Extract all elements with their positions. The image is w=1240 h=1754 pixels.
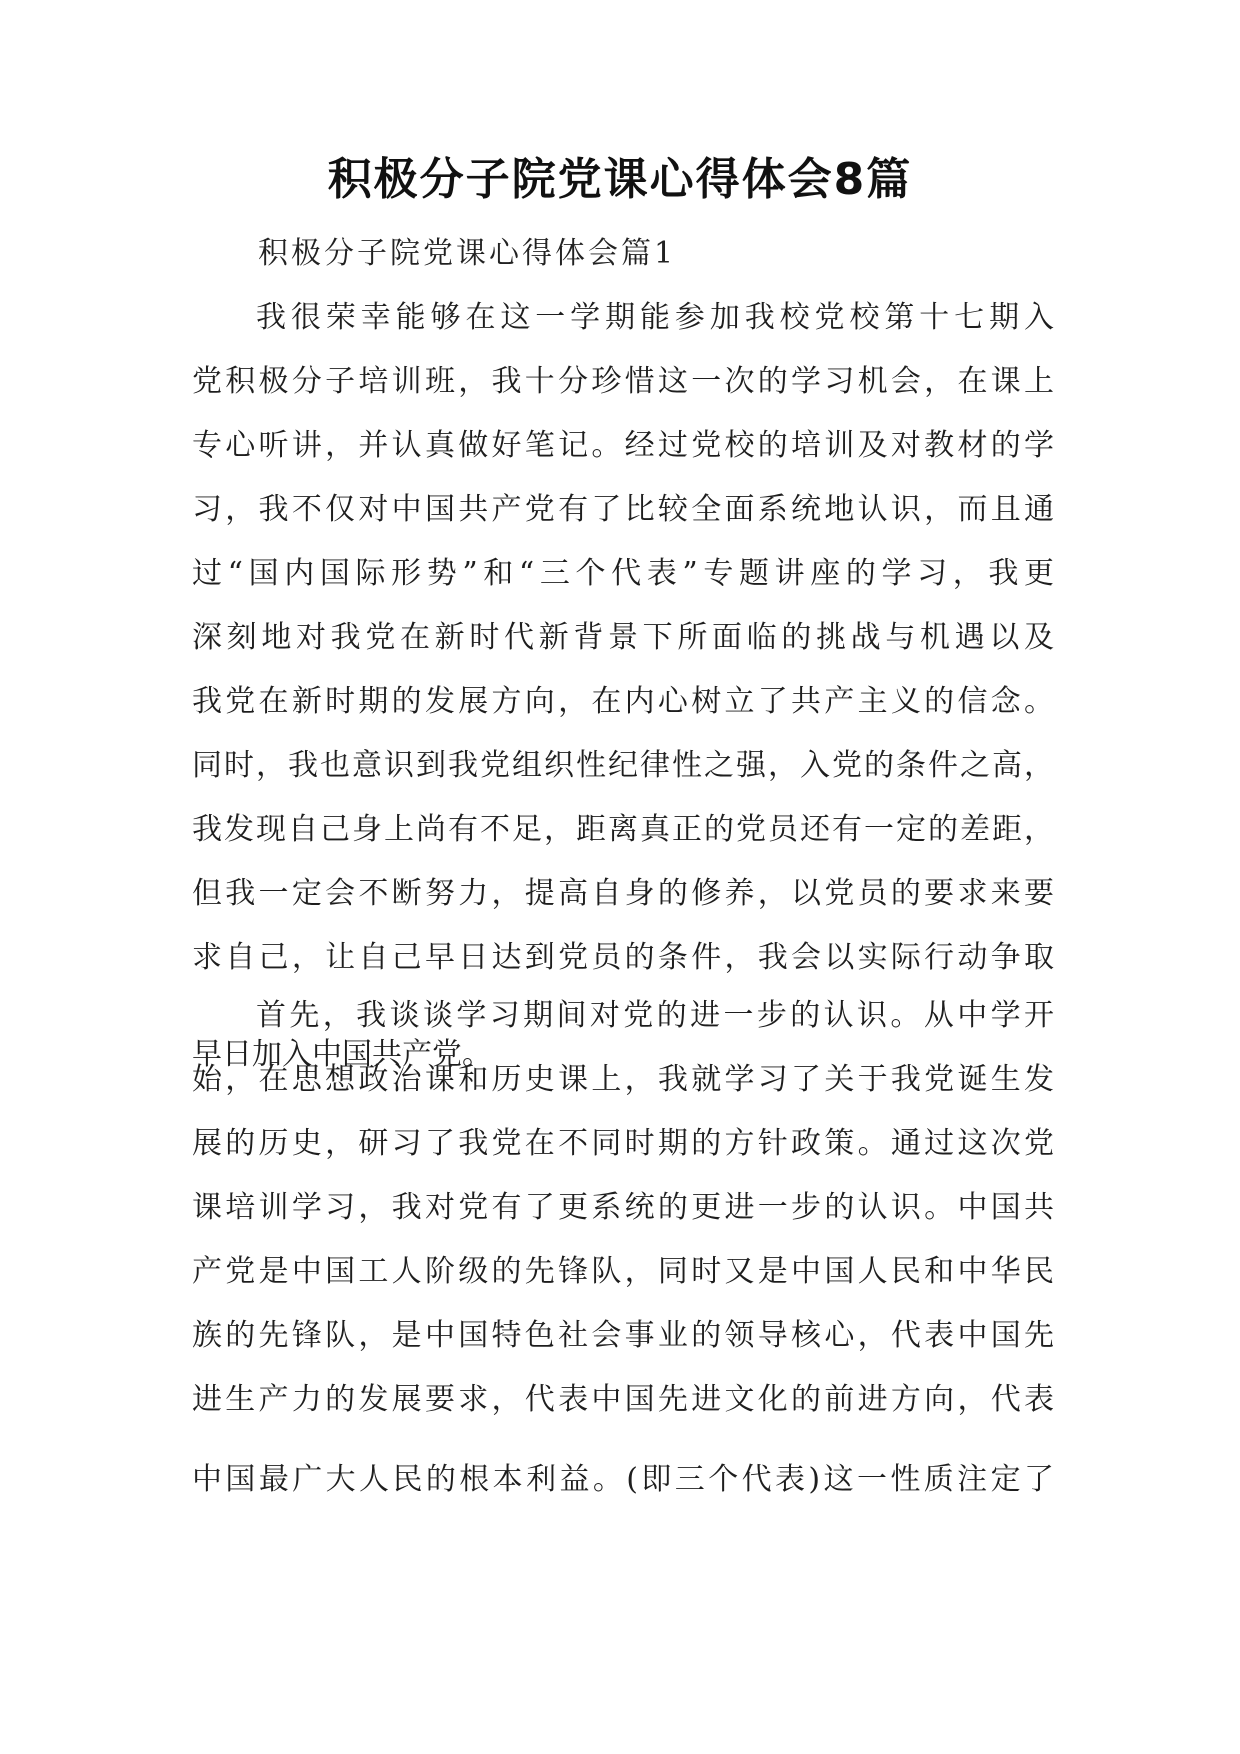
paragraph-line: 我党在新时期的发展方向，在内心树立了共产主义的信念。 — [192, 684, 1054, 719]
paragraph-line: 专心听讲，并认真做好笔记。经过党校的培训及对教材的学 — [192, 428, 1054, 463]
paragraph-line: 族的先锋队，是中国特色社会事业的领导核心，代表中国先 — [192, 1318, 1054, 1353]
document-title: 积极分子院党课心得体会8篇 — [327, 154, 913, 205]
paragraph-2 — [192, 984, 1054, 1512]
paragraph-line: 我发现自己身上尚有不足，距离真正的党员还有一定的差距， — [192, 812, 1054, 847]
paragraph-1 — [192, 286, 1054, 1080]
paragraph-line: 产党是中国工人阶级的先锋队，同时又是中国人民和中华民 — [192, 1254, 1054, 1289]
paragraph-line: 中国最广大人民的根本利益。(即三个代表)这一性质注定了 — [192, 1462, 1054, 1497]
paragraph-line: 求自己，让自己早日达到党员的条件，我会以实际行动争取 — [192, 940, 1054, 975]
section-heading: 积极分子院党课心得体会篇1 — [258, 236, 677, 271]
paragraph-line: 同时，我也意识到我党组织性纪律性之强，入党的条件之高， — [192, 748, 1054, 783]
paragraph-line: 课培训学习，我对党有了更系统的更进一步的认识。中国共 — [192, 1190, 1054, 1225]
paragraph-line: 党积极分子培训班，我十分珍惜这一次的学习机会，在课上 — [192, 364, 1054, 399]
paragraph-line: 习，我不仅对中国共产党有了比较全面系统地认识，而且通 — [192, 492, 1054, 527]
paragraph-line: 过“国内国际形势”和“三个代表”专题讲座的学习，我更 — [192, 556, 1054, 591]
paragraph-line: 但我一定会不断努力，提高自身的修养，以党员的要求来要 — [192, 876, 1054, 911]
paragraph-line: 早日加入中国共产党。 — [192, 1037, 492, 1072]
paragraph-line: 展的历史，研习了我党在不同时期的方针政策。通过这次党 — [192, 1126, 1054, 1161]
paragraph-line: 我很荣幸能够在这一学期能参加我校党校第十七期入 — [256, 300, 1054, 335]
paragraph-line: 首先，我谈谈学习期间对党的进一步的认识。从中学开 — [256, 998, 1054, 1033]
paragraph-line: 进生产力的发展要求，代表中国先进文化的前进方向，代表 — [192, 1382, 1054, 1417]
paragraph-line: 始，在思想政治课和历史课上，我就学习了关于我党诞生发 — [192, 1062, 1054, 1097]
paragraph-line: 深刻地对我党在新时代新背景下所面临的挑战与机遇以及 — [192, 620, 1054, 655]
